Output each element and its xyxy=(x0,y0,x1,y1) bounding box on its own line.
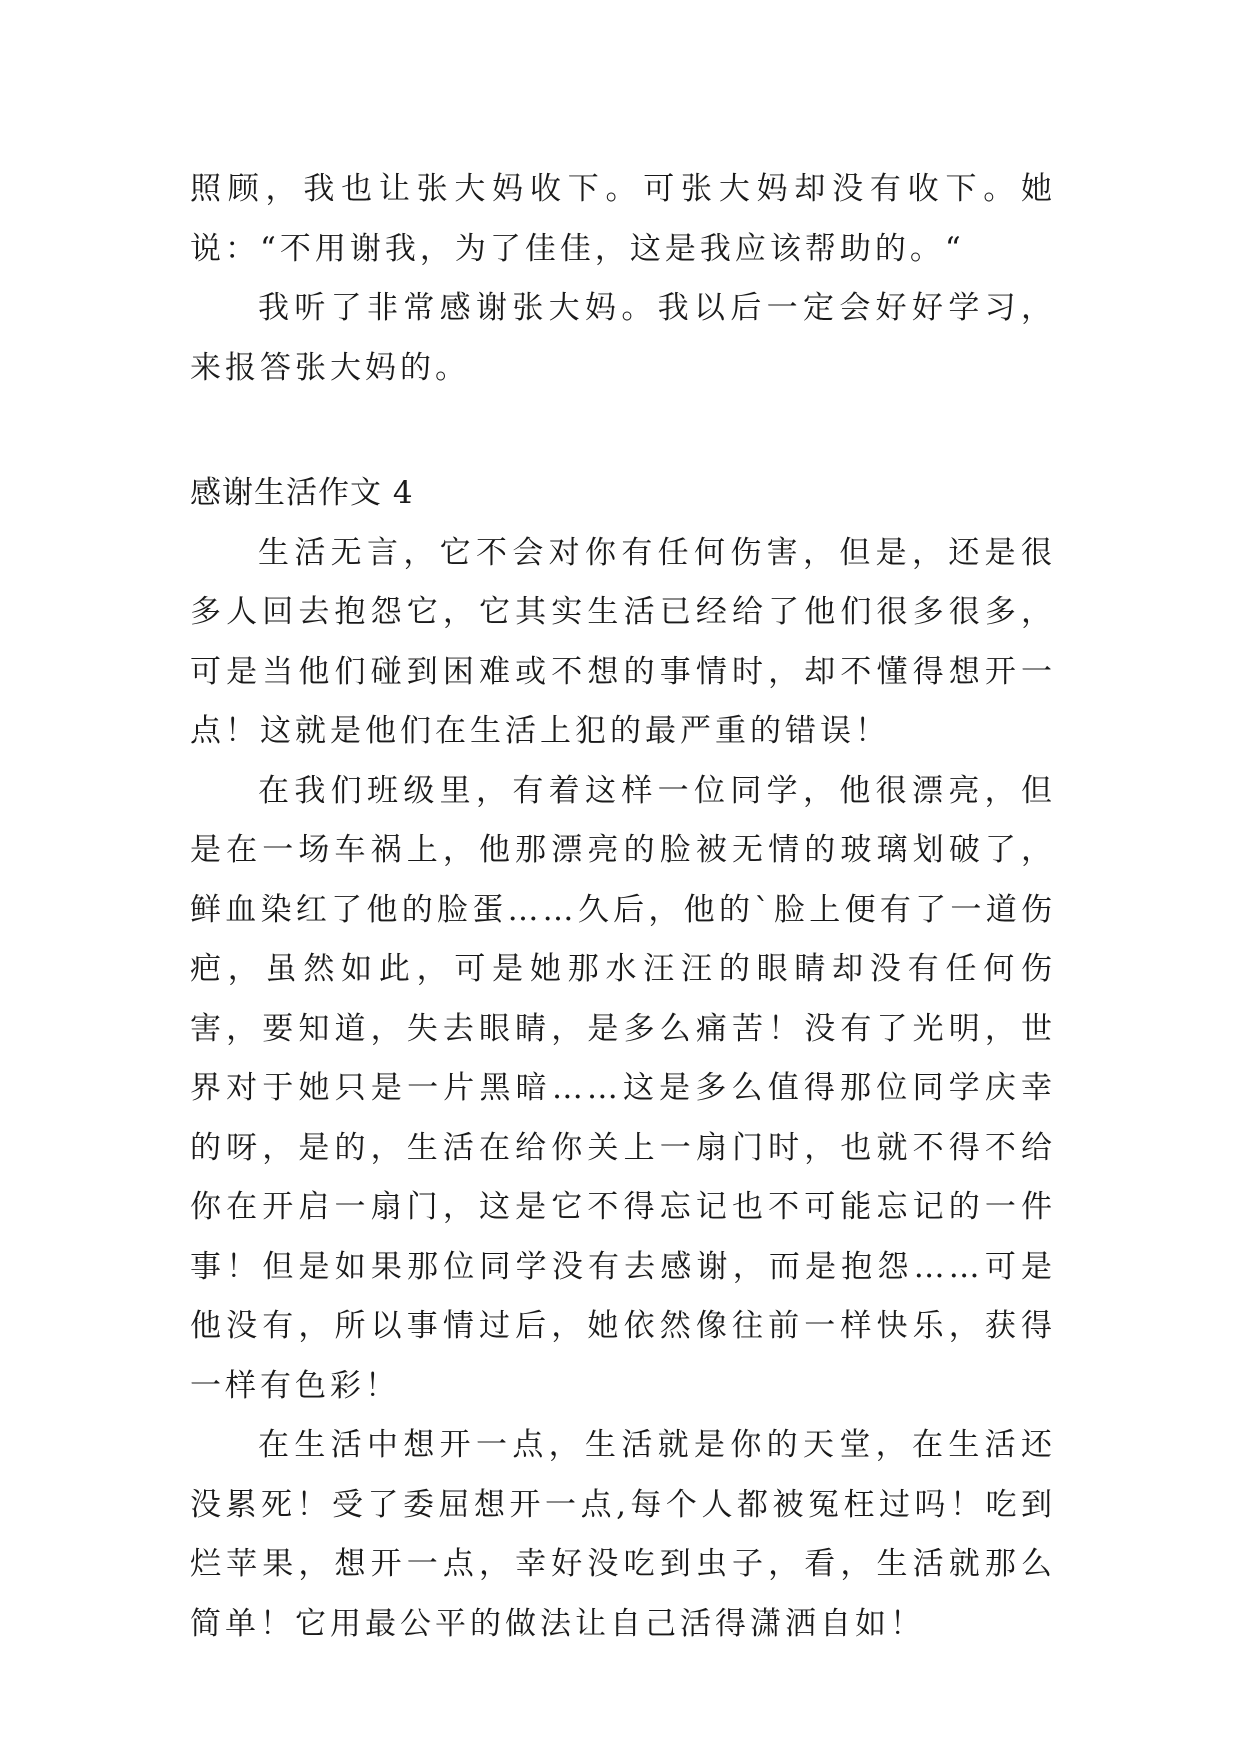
section-title: 感谢生活作文 4 xyxy=(190,475,414,511)
paragraph: 我听了非常感谢张大妈。我以后一定会好好学习，来报答张大妈的。 xyxy=(190,290,1056,386)
paragraph: 生活无言，它不会对你有任何伤害，但是，还是很多人回去抱怨它，它其实生活已经给了他们很多很多，可是当他们碰到困难或不想的事情时，却不懂得想开一点！这就是他们在生活上犯的最严重的错误！ xyxy=(190,534,1056,749)
paragraph-continued: 照顾，我也让张大妈收下。可张大妈却没有收下。她说：“不用谢我，为了佳佳，这是我应该帮助的。“ xyxy=(190,171,1056,267)
document-body xyxy=(190,160,1056,1654)
paragraph: 在生活中想开一点，生活就是你的天堂，在生活还没累死！受了委屈想开一点,每个人都被冤枉过吗！吃到烂苹果，想开一点，幸好没吃到虫子，看，生活就那么简单！它用最公平的做法让自己活得潇洒自如！ xyxy=(190,1427,1056,1642)
paragraph: 在我们班级里，有着这样一位同学，他很漂亮，但是在一场车祸上，他那漂亮的脸被无情的玻璃划破了， 鲜血染红了他的脸蛋……久后，他的`脸上便有了一道伤疤，虽然如此，可是她那水汪汪的眼睛却没有任何伤害，要知道，失去眼睛，是多么痛苦！没有了光明，世界对于她只是一片黑暗……这是多么值得那位同学庆幸的呀，是的，生活在给你关上一扇门时，也就不得不给你在开启一扇门，这是它不得忘记也不可能忘记的一件事！但是如果那位同学没有去感谢，而是抱怨……可是他没有，所以事情过后，她依然像往前一样快乐，获得一样有色彩！ xyxy=(190,772,1056,1404)
